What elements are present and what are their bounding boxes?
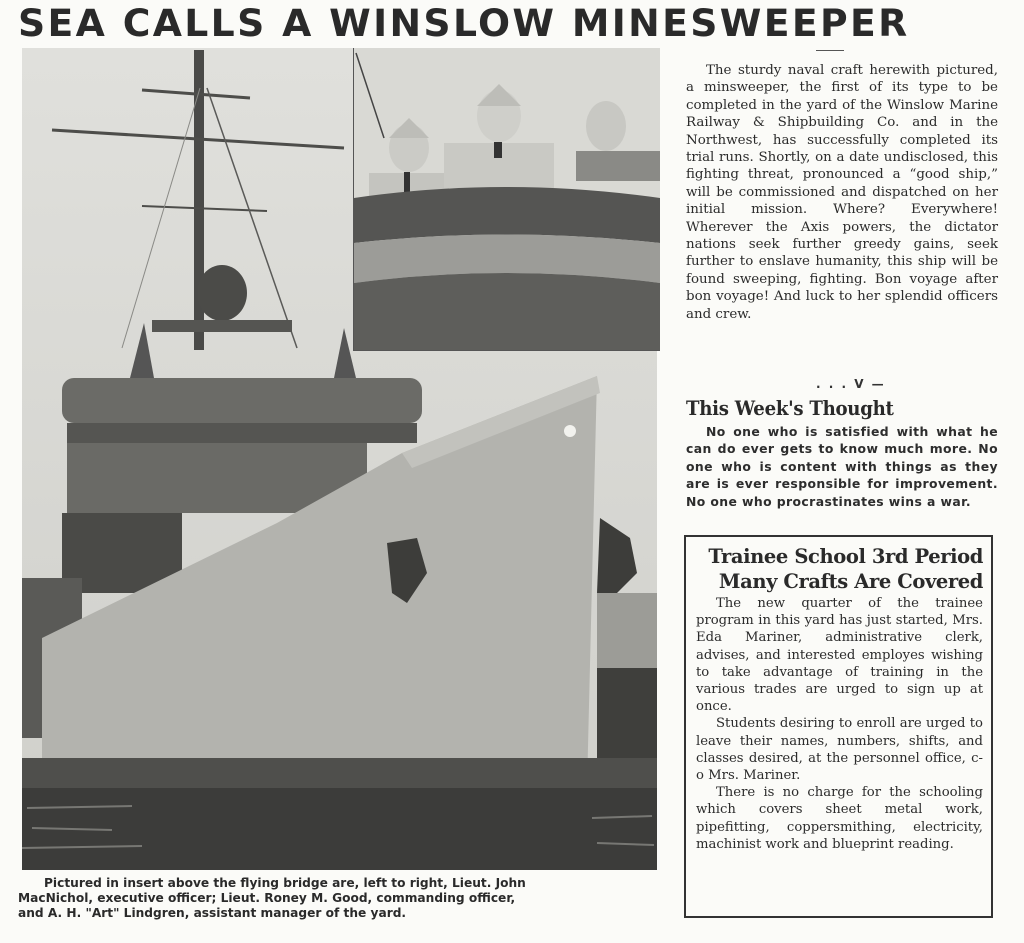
officers-insert-photo (353, 48, 660, 351)
trainee-paragraph-3: There is no charge for the schooling which covers sheet metal work, pipefitting, coppersmithing, electricity, machinist work and blueprint reading. (696, 785, 983, 852)
photo-caption (18, 876, 663, 921)
caption-line-1: Pictured in insert above the flying bridge are, left to right, Lieut. John (44, 876, 526, 890)
page-headline: SEA CALLS A WINSLOW MINESWEEPER (18, 2, 910, 45)
trainee-paragraph-2: Students desiring to enroll are urged to leave their names, numbers, shifts, and classes desired, at the personnel office, c-o Mrs. Mariner. (696, 716, 983, 784)
trainee-title-line-1: Trainee School 3rd Period (708, 545, 983, 568)
article-column (686, 62, 998, 323)
thought-heading: This Week's Thought (686, 397, 894, 420)
officers-image (354, 48, 660, 350)
column-divider-rule (816, 50, 844, 51)
caption-line-2: MacNichol, executive officer; Lieut. Roney M. Good, commanding officer, (18, 891, 516, 905)
trainee-paragraph-1: The new quarter of the trainee program in this yard has just started, Mrs. Eda Mariner, administrative clerk, advises, and interested employes wishing to take advantage of training in the various trades are urged to sign up at once. (696, 596, 983, 715)
thought-text: No one who is satisfied with what he can do ever gets to know much more. No one who is content with things as they are is ever responsible for improvement. No one who procrastinates wins a war. (686, 424, 998, 509)
caption-line-3: and A. H. "Art" Lindgren, assistant manager of the yard. (18, 906, 407, 920)
victory-separator: . . . V — (816, 377, 886, 391)
trainee-school-box (684, 535, 993, 918)
thought-body (686, 423, 998, 510)
trainee-body (696, 595, 983, 853)
article-paragraph: The sturdy naval craft herewith pictured, a minsweeper, the first of its type to be completed in the yard of the Winslow Marine Railway & Shipbuilding Co. and in the Northwest, has successfully completed its trial runs. Shortly, on a date undisclosed, this fighting threat, pronounced a “good ship,” will be commissioned and dispatched on her initial mission. Where? Everywhere! Wherever the Axis powers, the dictator nations seek further greedy gains, seek further to enslave humanity, this ship will be found sweeping, fighting. Bon voyage after bon voyage! And luck to her splendid officers and crew. (686, 63, 998, 322)
trainee-title-line-2: Many Crafts Are Covered (718, 570, 983, 593)
